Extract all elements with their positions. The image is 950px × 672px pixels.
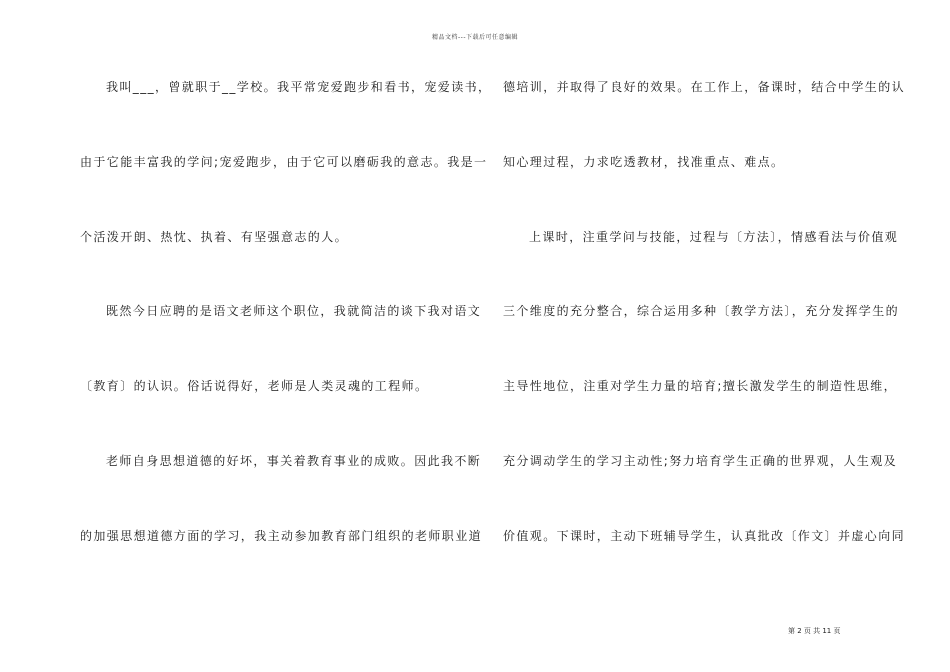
page-number-footer: 第 2 页 共 11 页: [788, 627, 841, 635]
paragraph-line: 我叫___，曾就职于__学校。我平常宠爱跑步和看书，宠爱读书，: [106, 80, 492, 94]
paragraph-line: 个活泼开朗、热忱、执着、有坚强意志的人。: [80, 230, 349, 244]
paragraph-line: 三个维度的充分整合，综合运用多种〔教学方法〕，充分发挥学生的: [503, 304, 900, 318]
paragraph-line: 既然今日应聘的是语文老师这个职位，我就简洁的谈下我对语文: [106, 304, 482, 318]
document-header: 精品文档---下载后可任意编辑: [432, 34, 518, 41]
paragraph-line: 由于它能丰富我的学问;宠爱跑步，由于它可以磨砺我的意志。我是一: [80, 155, 488, 169]
paragraph-line: 知心理过程，力求吃透教材，找准重点、难点。: [503, 155, 785, 169]
paragraph-line: 〔教育〕的认识。俗话说得好，老师是人类灵魂的工程师。: [80, 379, 429, 393]
paragraph-line: 德培训，并取得了良好的效果。在工作上，备课时，结合中学生的认: [503, 80, 906, 94]
paragraph-line: 上课时，注重学问与技能，过程与〔方法〕，情感看法与价值观: [529, 230, 899, 244]
paragraph-line: 老师自身思想道德的好坏，事关着教育事业的成败。因此我不断: [106, 454, 482, 468]
paragraph-line: 的加强思想道德方面的学习，我主动参加教育部门组织的老师职业道: [80, 529, 483, 543]
paragraph-line: 主导性地位，注重对学生力量的培育;擅长激发学生的制造性思维，: [503, 379, 898, 393]
paragraph-line: 充分调动学生的学习主动性;努力培育学生正确的世界观，人生观及: [503, 454, 898, 468]
paragraph-line: 价值观。下课时，主动下班辅导学生，认真批改〔作文〕并虚心向同: [503, 529, 906, 543]
